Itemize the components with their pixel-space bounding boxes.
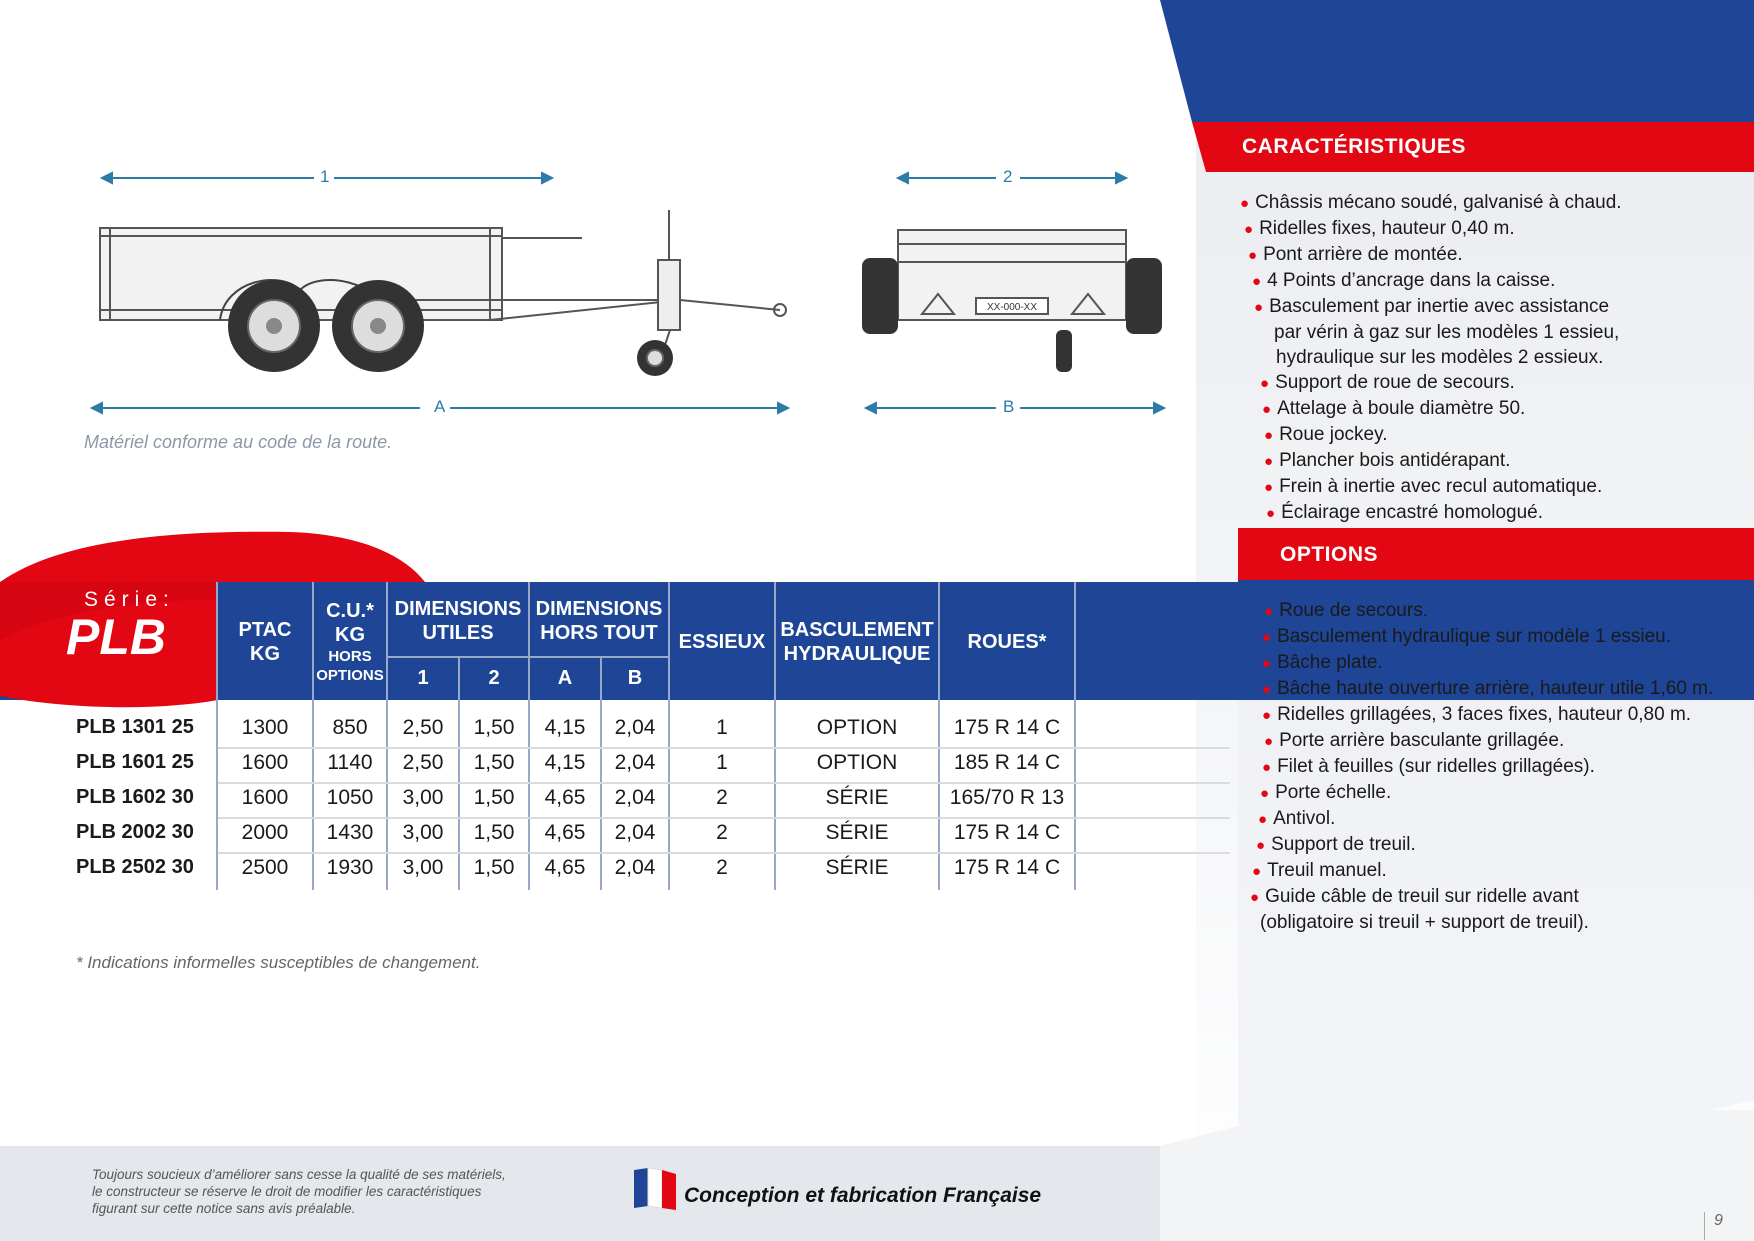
bullet-icon: ● — [1262, 759, 1272, 776]
made-in-france-label: Conception et fabrication Française — [684, 1184, 1042, 1207]
bullet-icon: ● — [1262, 681, 1272, 698]
footer-disclaimer — [92, 1166, 506, 1217]
header-dim-utiles-label: DIMENSIONS — [394, 598, 522, 620]
list-item-continued — [1260, 910, 1713, 935]
list-item-text: Roue de secours. — [1279, 600, 1428, 621]
bullet-icon: ● — [1258, 811, 1268, 828]
list-item — [1256, 832, 1713, 858]
bullet-icon: ● — [1262, 655, 1272, 672]
list-item-text: 4 Points d’ancrage dans la caisse. — [1267, 270, 1556, 291]
cell-basculement: OPTION — [816, 751, 898, 774]
cell-roues: 175 R 14 C — [953, 856, 1061, 879]
bullet-icon: ● — [1250, 889, 1260, 906]
list-item-text: Filet à feuilles (sur ridelles grillagées). — [1277, 756, 1595, 777]
cell-cu: 1050 — [326, 786, 374, 809]
list-item — [1244, 216, 1622, 242]
list-item — [1252, 268, 1622, 294]
bullet-icon: ● — [1248, 247, 1258, 264]
list-item-text: Châssis mécano soudé, galvanisé à chaud. — [1255, 192, 1622, 213]
header-essieux: ESSIEUX — [678, 631, 766, 653]
list-item-text: Bâche plate. — [1277, 652, 1383, 673]
header-cu — [314, 592, 386, 692]
cell-utiles-2: 1,50 — [473, 856, 515, 879]
cell-essieux: 1 — [716, 716, 728, 739]
header-ptac-label: PTAC — [238, 619, 292, 641]
list-item-text: Treuil manuel. — [1267, 860, 1387, 881]
bullet-icon: ● — [1244, 221, 1254, 238]
disclaimer-line: le constructeur se réserve le droit de modifier les caractéristiques — [92, 1184, 482, 1199]
cell-ptac: 1300 — [241, 716, 289, 739]
list-item-text: Ridelles fixes, hauteur 0,40 m. — [1259, 218, 1515, 239]
cell-basculement: OPTION — [816, 716, 898, 739]
header-basculement-label: BASCULEMENT — [780, 619, 934, 641]
cell-ptac: 1600 — [241, 786, 289, 809]
bullet-icon: ● — [1260, 785, 1270, 802]
cell-roues: 165/70 R 13 — [949, 786, 1065, 809]
bullet-icon: ● — [1264, 453, 1274, 470]
dim-a-label: A — [434, 397, 446, 416]
cell-ptac: 1600 — [241, 751, 289, 774]
list-item-continued — [1276, 345, 1622, 370]
list-item-text: Basculement hydraulique sur modèle 1 essieu. — [1277, 626, 1672, 647]
list-item — [1248, 242, 1622, 268]
list-item-text: Guide câble de treuil sur ridelle avant — [1265, 886, 1579, 907]
cell-hors-a: 4,65 — [544, 856, 586, 879]
list-item — [1260, 370, 1622, 396]
bullet-icon: ● — [1252, 863, 1262, 880]
series-prefix: Série: — [84, 588, 175, 611]
header-cu-note-2: OPTIONS — [316, 667, 384, 684]
list-item-text: Bâche haute ouverture arrière, hauteur utile 1,60 m. — [1277, 678, 1714, 699]
list-item — [1262, 650, 1713, 676]
cell-utiles-2: 1,50 — [473, 821, 515, 844]
cell-cu: 1140 — [327, 751, 373, 774]
cell-cu: 1430 — [326, 821, 374, 844]
header-cu-note: HORS — [328, 648, 372, 665]
header-dim-utiles-label-2: UTILES — [422, 622, 494, 644]
cell-hors-a: 4,65 — [544, 786, 586, 809]
list-item — [1252, 858, 1713, 884]
header-hors-b: B — [627, 667, 643, 689]
cell-hors-a: 4,15 — [544, 751, 586, 774]
list-item-text: hydraulique sur les modèles 2 essieux. — [1276, 347, 1604, 368]
header-cu-unit: KG — [335, 624, 365, 646]
trailer-side-drawing — [80, 160, 800, 420]
list-item — [1262, 624, 1713, 650]
license-plate-text: XX-000-XX — [986, 302, 1038, 313]
header-utiles-1: 1 — [417, 667, 429, 689]
row-separator — [218, 782, 1230, 784]
cell-utiles-2: 1,50 — [473, 751, 515, 774]
cell-utiles-1: 3,00 — [402, 821, 444, 844]
cell-essieux: 2 — [716, 786, 728, 809]
cell-basculement: SÉRIE — [825, 821, 889, 844]
list-item-text: Basculement par inertie avec assistance — [1269, 296, 1610, 317]
row-separator — [218, 817, 1230, 819]
cell-basculement: SÉRIE — [825, 856, 889, 879]
cell-model: PLB 2502 30 — [76, 856, 194, 878]
row-separator — [218, 852, 1230, 854]
cell-ptac: 2500 — [241, 856, 289, 879]
cell-roues: 175 R 14 C — [953, 821, 1061, 844]
list-item — [1264, 598, 1713, 624]
list-item-text: Support de roue de secours. — [1275, 372, 1515, 393]
cell-cu: 1930 — [326, 856, 374, 879]
cell-hors-b: 2,04 — [614, 786, 656, 809]
cell-utiles-1: 3,00 — [402, 856, 444, 879]
list-item — [1240, 190, 1622, 216]
list-item-text: Éclairage encastré homologué. — [1281, 502, 1543, 523]
cell-hors-b: 2,04 — [614, 716, 656, 739]
cell-cu: 850 — [332, 716, 368, 739]
header-dim-hors-label-2: HORS TOUT — [540, 622, 658, 644]
list-item-text: (obligatoire si treuil + support de treuil). — [1260, 912, 1589, 933]
row-separator — [218, 747, 1230, 749]
header-ptac-unit: KG — [250, 643, 280, 665]
dim-2-label: 2 — [1003, 167, 1013, 186]
trailer-rear-drawing — [860, 160, 1170, 420]
header-utiles-2: 2 — [488, 667, 500, 689]
cell-hors-b: 2,04 — [614, 821, 656, 844]
cell-hors-a: 4,65 — [544, 821, 586, 844]
cell-hors-b: 2,04 — [614, 751, 656, 774]
bullet-icon: ● — [1262, 401, 1272, 418]
bullet-icon: ● — [1266, 505, 1276, 522]
cell-utiles-1: 3,00 — [402, 786, 444, 809]
cell-essieux: 1 — [716, 751, 728, 774]
list-item — [1254, 294, 1622, 320]
cell-ptac: 2000 — [241, 821, 289, 844]
list-item — [1262, 676, 1713, 702]
list-item — [1264, 474, 1622, 500]
header-basculement — [776, 586, 938, 698]
list-item-text: Support de treuil. — [1271, 834, 1416, 855]
caracteristiques-title: CARACTÉRISTIQUES — [1242, 135, 1466, 158]
conformity-note: Matériel conforme au code de la route. — [84, 432, 393, 452]
cell-basculement: SÉRIE — [825, 786, 889, 809]
cell-utiles-1: 2,50 — [402, 716, 444, 739]
list-item — [1264, 448, 1622, 474]
list-item-text: Pont arrière de montée. — [1263, 244, 1463, 265]
dim-b-label: B — [1003, 397, 1015, 416]
cell-essieux: 2 — [716, 856, 728, 879]
list-item-text: Ridelles grillagées, 3 faces fixes, hauteur 0,80 m. — [1277, 704, 1692, 725]
cell-roues: 175 R 14 C — [953, 716, 1061, 739]
list-item-text: Porte échelle. — [1275, 782, 1392, 803]
bullet-icon: ● — [1262, 629, 1272, 646]
cell-essieux: 2 — [716, 821, 728, 844]
header-dimensions-hors-tout — [530, 588, 668, 654]
options-list — [1246, 598, 1713, 935]
header-dimensions-utiles — [388, 588, 528, 654]
header-dim-hors-label: DIMENSIONS — [535, 598, 663, 620]
list-item — [1264, 728, 1713, 754]
list-item — [1262, 396, 1622, 422]
series-name: PLB — [66, 609, 166, 665]
list-item-text: Frein à inertie avec recul automatique. — [1279, 476, 1603, 497]
cell-model: PLB 1601 25 — [76, 751, 194, 773]
cell-model: PLB 1301 25 — [76, 716, 194, 738]
bullet-icon: ● — [1252, 273, 1262, 290]
bullet-icon: ● — [1260, 375, 1270, 392]
bullet-icon: ● — [1264, 479, 1274, 496]
cell-model: PLB 1602 30 — [76, 786, 194, 808]
options-title: OPTIONS — [1280, 543, 1379, 566]
cell-utiles-2: 1,50 — [473, 786, 515, 809]
list-item — [1262, 702, 1713, 728]
list-item-text: par vérin à gaz sur les modèles 1 essieu, — [1274, 322, 1620, 343]
cell-utiles-2: 1,50 — [473, 716, 515, 739]
bullet-icon: ● — [1262, 707, 1272, 724]
cell-utiles-1: 2,50 — [402, 751, 444, 774]
table-footnote: * Indications informelles susceptibles de changement. — [76, 953, 481, 972]
header-cu-label: C.U.* — [326, 600, 374, 622]
list-item — [1250, 884, 1713, 910]
header-basculement-label-2: HYDRAULIQUE — [783, 643, 931, 665]
cell-roues: 185 R 14 C — [953, 751, 1061, 774]
bullet-icon: ● — [1264, 427, 1274, 444]
bullet-icon: ● — [1264, 603, 1274, 620]
list-item — [1258, 806, 1713, 832]
list-item-text: Plancher bois antidérapant. — [1279, 450, 1511, 471]
list-item — [1260, 780, 1713, 806]
bullet-icon: ● — [1256, 837, 1266, 854]
page-number: 9 — [1714, 1212, 1723, 1229]
list-item — [1262, 754, 1713, 780]
caracteristiques-list — [1238, 190, 1622, 526]
list-item — [1266, 500, 1622, 526]
list-item-text: Porte arrière basculante grillagée. — [1279, 730, 1565, 751]
list-item-continued — [1274, 320, 1622, 345]
list-item-text: Attelage à boule diamètre 50. — [1277, 398, 1526, 419]
header-roues: ROUES* — [967, 631, 1047, 653]
disclaimer-line: figurant sur cette notice sans avis préalable. — [92, 1201, 356, 1216]
list-item — [1264, 422, 1622, 448]
page-number-divider — [1704, 1212, 1705, 1240]
french-flag-icon — [632, 1166, 678, 1212]
bullet-icon: ● — [1240, 195, 1250, 212]
list-item-text: Roue jockey. — [1279, 424, 1388, 445]
list-item-text: Antivol. — [1273, 808, 1336, 829]
cell-hors-a: 4,15 — [544, 716, 586, 739]
cell-model: PLB 2002 30 — [76, 821, 194, 843]
bullet-icon: ● — [1264, 733, 1274, 750]
grid-line — [1074, 582, 1076, 890]
dim-1-label: 1 — [320, 167, 330, 186]
header-ptac — [218, 586, 312, 698]
header-hors-a: A — [557, 667, 573, 689]
bullet-icon: ● — [1254, 299, 1264, 316]
cell-hors-b: 2,04 — [614, 856, 656, 879]
disclaimer-line: Toujours soucieux d’améliorer sans cesse la qualité de ses matériels, — [92, 1167, 506, 1182]
